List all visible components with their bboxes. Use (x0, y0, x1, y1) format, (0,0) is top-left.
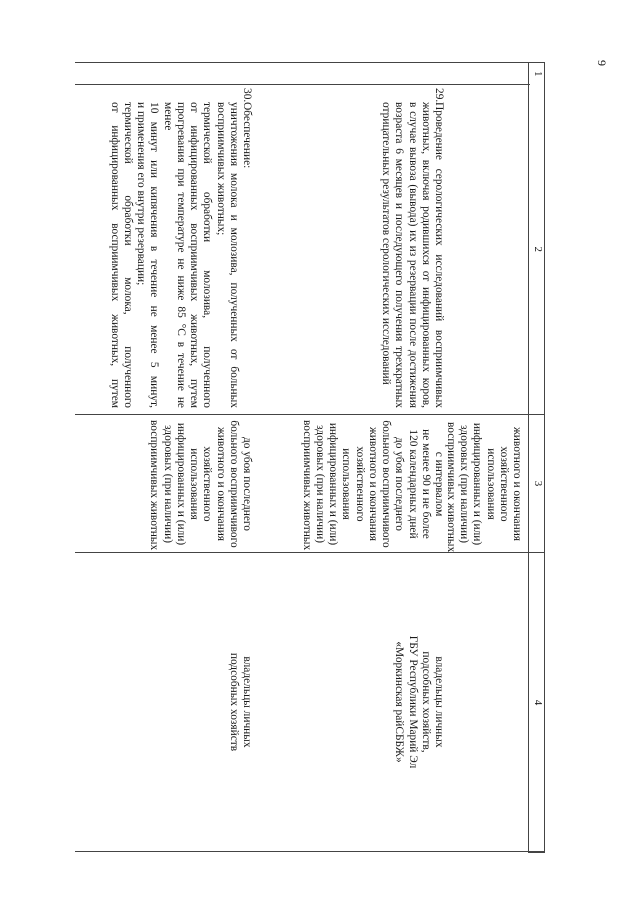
row-29-measure: Проведение серологических исследований восприимчивых животных, включая родившихся от инфицированных коров, в случае вывоза (вывода) их из резервации после достижения возраста 6 месяцев и последующего получения трехкратных отрицательных результатов серологических исследований (380, 102, 445, 408)
page-number: 9 (595, 60, 609, 66)
column-divider (75, 414, 545, 415)
row-30-deadline: до убоя последнего больного восприимчивого животного и окончания хозяйственного использования инфицированных и (или) здоровых (при наличии) восприимчивых животных (148, 420, 253, 551)
header-deadline-col: 3 (529, 415, 545, 553)
column-divider (75, 552, 545, 553)
row-29-responsible: владельцы личных подсобных хозяйств, ГБУ Республики Марий Эл «Моркинская райСББЖ» (393, 635, 445, 769)
row-30-responsible: владельцы личных подсобных хозяйств (227, 652, 253, 752)
header-responsible-col: 4 (529, 553, 545, 853)
header-measure-col: 2 (529, 85, 545, 415)
row-30-measure: Обеспечение: уничтожения молока и молозива, полученных от больных восприимчивых животных; термической обработки молозива, полученного от инфицированных восприимчивых животных, путем прогревания при температуре не ниже 85 °С в течение не менее 10 минут или кипячения в течение не менее 5 минут, и применения его внутри резервации; термической обработки молока, полученного от инфицированных восприимчивых животных, путем (108, 102, 253, 408)
row-29-deadline: с интервалом не менее 90 и не более 120 календарных дней до убоя последнего больного восприимчивого животного и окончания хозяйственного использования инфицированных и (или) здоровых (при наличии) восприимчивых животных (300, 420, 445, 551)
row-29-number: 29. (433, 88, 445, 103)
table-rows (75, 62, 545, 852)
column-divider (75, 851, 545, 852)
column-divider (75, 84, 530, 85)
row-30-number: 30. (241, 88, 253, 103)
column-divider (75, 62, 545, 63)
continued-deadline: животного и окончания хозяйственного использования инфицированных и (или) здоровых (при наличии) восприимчивых животных (444, 422, 523, 553)
header-num-col: 1 (529, 63, 545, 85)
